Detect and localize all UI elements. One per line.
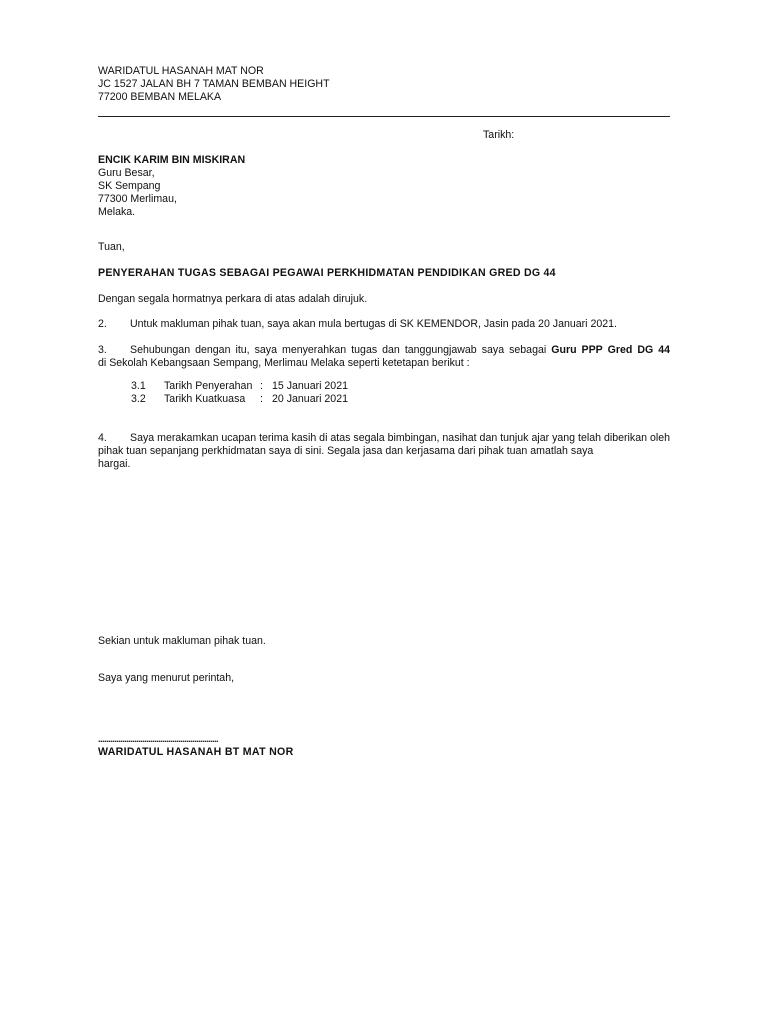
paragraph-text: Saya merakamkan ucapan terima kasih di atas segala bimbingan, nasihat dan tunjuk ajar yang telah diberikan oleh pihak tuan sepanjang perkhidmatan saya di sini. Segala jasa dan kerjasama dari pihak tuan amatlah saya	[98, 432, 670, 457]
recipient-title: Guru Besar,	[98, 167, 155, 179]
paragraph-4-last-line: hargai.	[98, 458, 131, 470]
paragraph-number: 3.	[98, 344, 107, 356]
item-label: Tarikh Kuatkuasa	[164, 393, 246, 405]
recipient-postcode: 77300 Merlimau,	[98, 193, 177, 205]
paragraph-text: Untuk makluman pihak tuan, saya akan mula bertugas di SK KEMENDOR, Jasin pada 20 Januari 2021.	[130, 318, 617, 330]
paragraph-4-body	[98, 432, 670, 458]
item-label: Tarikh Penyerahan	[164, 380, 253, 392]
paragraph-1: Dengan segala hormatnya perkara di atas adalah dirujuk.	[98, 293, 368, 305]
item-number: 3.1	[131, 380, 146, 392]
date-label: Tarikh:	[483, 129, 515, 141]
paragraph-4	[98, 432, 670, 471]
recipient-address	[98, 154, 245, 219]
paragraph-number: 2.	[98, 318, 107, 330]
sender-address-line-2: 77200 BEMBAN MELAKA	[98, 91, 222, 103]
closing-remark: Sekian untuk makluman pihak tuan.	[98, 635, 266, 647]
signer-name: WARIDATUL HASANAH BT MAT NOR	[98, 746, 294, 758]
sender-name: WARIDATUL HASANAH MAT NOR	[98, 65, 264, 77]
signature-line: ............................................................	[98, 734, 219, 744]
valediction: Saya yang menurut perintah,	[98, 672, 235, 684]
letter-subject: PENYERAHAN TUGAS SEBAGAI PEGAWAI PERKHIDMATAN PENDIDIKAN GRED DG 44	[98, 267, 556, 279]
item-value: 20 Januari 2021	[272, 393, 348, 405]
recipient-name: ENCIK KARIM BIN MISKIRAN	[98, 154, 246, 166]
paragraph-3-line-1	[98, 344, 670, 357]
item-colon: :	[260, 380, 263, 392]
item-number: 3.2	[131, 393, 146, 405]
item-colon: :	[260, 393, 263, 405]
paragraph-2	[98, 318, 670, 331]
paragraph-bold-text: Guru PPP Gred DG 44	[551, 344, 671, 356]
list-item	[131, 393, 348, 406]
item-value: 15 Januari 2021	[272, 380, 348, 392]
paragraph-text: Sehubungan dengan itu, saya menyerahkan tugas dan tanggungjawab saya sebagai	[130, 344, 552, 356]
sender-address-line-1: JC 1527 JALAN BH 7 TAMAN BEMBAN HEIGHT	[98, 78, 330, 90]
handover-details-list	[131, 380, 348, 406]
sender-address	[98, 65, 330, 104]
paragraph-3	[98, 344, 670, 370]
list-item	[131, 380, 348, 393]
paragraph-3-line-2: di Sekolah Kebangsaan Sempang, Merlimau Melaka seperti ketetapan berikut :	[98, 357, 470, 369]
paragraph-number: 4.	[98, 432, 107, 444]
recipient-school: SK Sempang	[98, 180, 161, 192]
salutation: Tuan,	[98, 241, 125, 253]
header-divider	[98, 116, 670, 117]
recipient-state: Melaka.	[98, 206, 136, 218]
